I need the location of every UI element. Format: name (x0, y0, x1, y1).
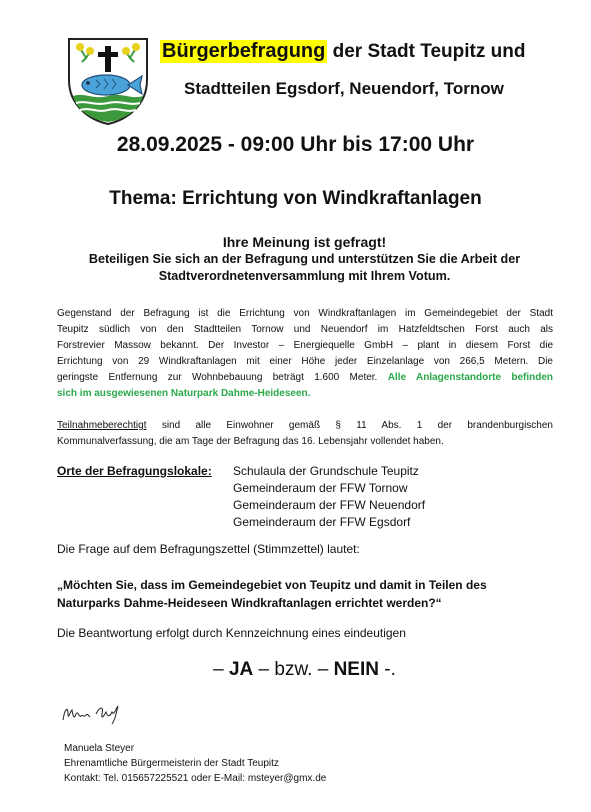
answer-suffix: -. (378, 659, 396, 680)
question-line-1: „Möchten Sie, dass im Gemeindegebiet von Teupitz und damit in Teilen des (57, 578, 487, 592)
answer-no: NEIN (333, 659, 379, 680)
polling-place: Gemeinderaum der FFW Neuendorf (233, 498, 426, 512)
polling-place: Schulaula der Grundschule Teupitz (233, 464, 419, 478)
polling-places (57, 463, 425, 531)
eligibility-label: Teilnahmeberechtigt (57, 420, 147, 431)
signer-role: Ehrenamtliche Bürgermeisterin der Stadt Teupitz (64, 758, 279, 769)
answer-prefix: – (213, 659, 229, 680)
topic-heading: Thema: Errichtung von Windkraftanlagen (109, 188, 482, 209)
page-subtitle: Stadtteilen Egsdorf, Neuendorf, Tornow (184, 79, 504, 98)
date-line: 28.09.2025 - 09:00 Uhr bis 17:00 Uhr (116, 133, 475, 156)
title-rest: der Stadt Teupitz und (327, 41, 526, 62)
subject-paragraph (57, 306, 553, 402)
eligibility-paragraph (57, 418, 553, 450)
opinion-line-2: Beteiligen Sie sich an der Befragung und unterstützen Sie die Arbeit der (88, 252, 521, 266)
answer-middle: – bzw. – (253, 659, 334, 680)
answer-yes: JA (228, 659, 254, 680)
title-highlight: Bürgerbefragung (162, 40, 326, 62)
polling-places-label: Orte der Befragungslokale: (57, 464, 212, 478)
paragraph-line: Errichtung von 29 Windkraftanlagen mit einer Höhe jeder Einzelanlage von 266,5 Metern. Die (57, 356, 553, 367)
paragraph-line: Gegenstand der Befragung ist die Errichtung von Windkraftanlagen im Gemeindegebiet der Stadt (57, 308, 553, 319)
paragraph-line (57, 418, 553, 434)
call-to-action (0, 234, 591, 285)
page-title (160, 40, 525, 63)
paragraph-line: Forstrevier Massow bekannt. Der Investor – Energiequelle GmbH – plant in diesem Forst die (57, 340, 553, 351)
eligibility-text: sind alle Einwohner gemäß § 11 Abs. 1 der brandenburgischen (146, 420, 553, 431)
signature (60, 700, 126, 726)
question-line-2: Naturparks Dahme-Heideseen Windkraftanlagen errichtet werden?“ (57, 596, 442, 610)
paragraph-line (57, 370, 553, 386)
polling-place: Gemeinderaum der FFW Egsdorf (233, 515, 411, 529)
paragraph-line: Kommunalverfassung, die am Tage der Befragung das 16. Lebensjahr vollendet haben. (57, 436, 444, 447)
contact-info: Kontakt: Tel. 015657225521 oder E-Mail: msteyer@gmx.de (64, 773, 327, 784)
signer-name: Manuela Steyer (64, 743, 135, 754)
footer-contact (64, 741, 326, 786)
paragraph-line: Teupitz südlich von den Stadtteilen Tornow und Neuendorf im Hatzfeldtschen Forst auch als (57, 324, 553, 335)
nature-park-note: Alle Anlagenstandorte befinden (387, 372, 553, 383)
nature-park-note: sich im ausgewiesenen Naturpark Dahme-Heideseen. (57, 388, 311, 399)
ballot-question (57, 576, 487, 612)
coat-of-arms-icon (66, 36, 150, 126)
opinion-line-1: Ihre Meinung ist gefragt! (222, 234, 387, 250)
polling-place: Gemeinderaum der FFW Tornow (233, 481, 408, 495)
answer-options (0, 659, 591, 681)
answer-intro: Die Beantwortung erfolgt durch Kennzeichnung eines eindeutigen (57, 626, 406, 640)
distance-text: geringste Entfernung zur Wohnbebauung beträgt 1.600 Meter. (57, 372, 378, 383)
ballot-intro: Die Frage auf dem Befragungszettel (Stimmzettel) lautet: (57, 542, 360, 556)
opinion-line-3: Stadtverordnetenversammlung mit Ihrem Votum. (158, 269, 451, 283)
